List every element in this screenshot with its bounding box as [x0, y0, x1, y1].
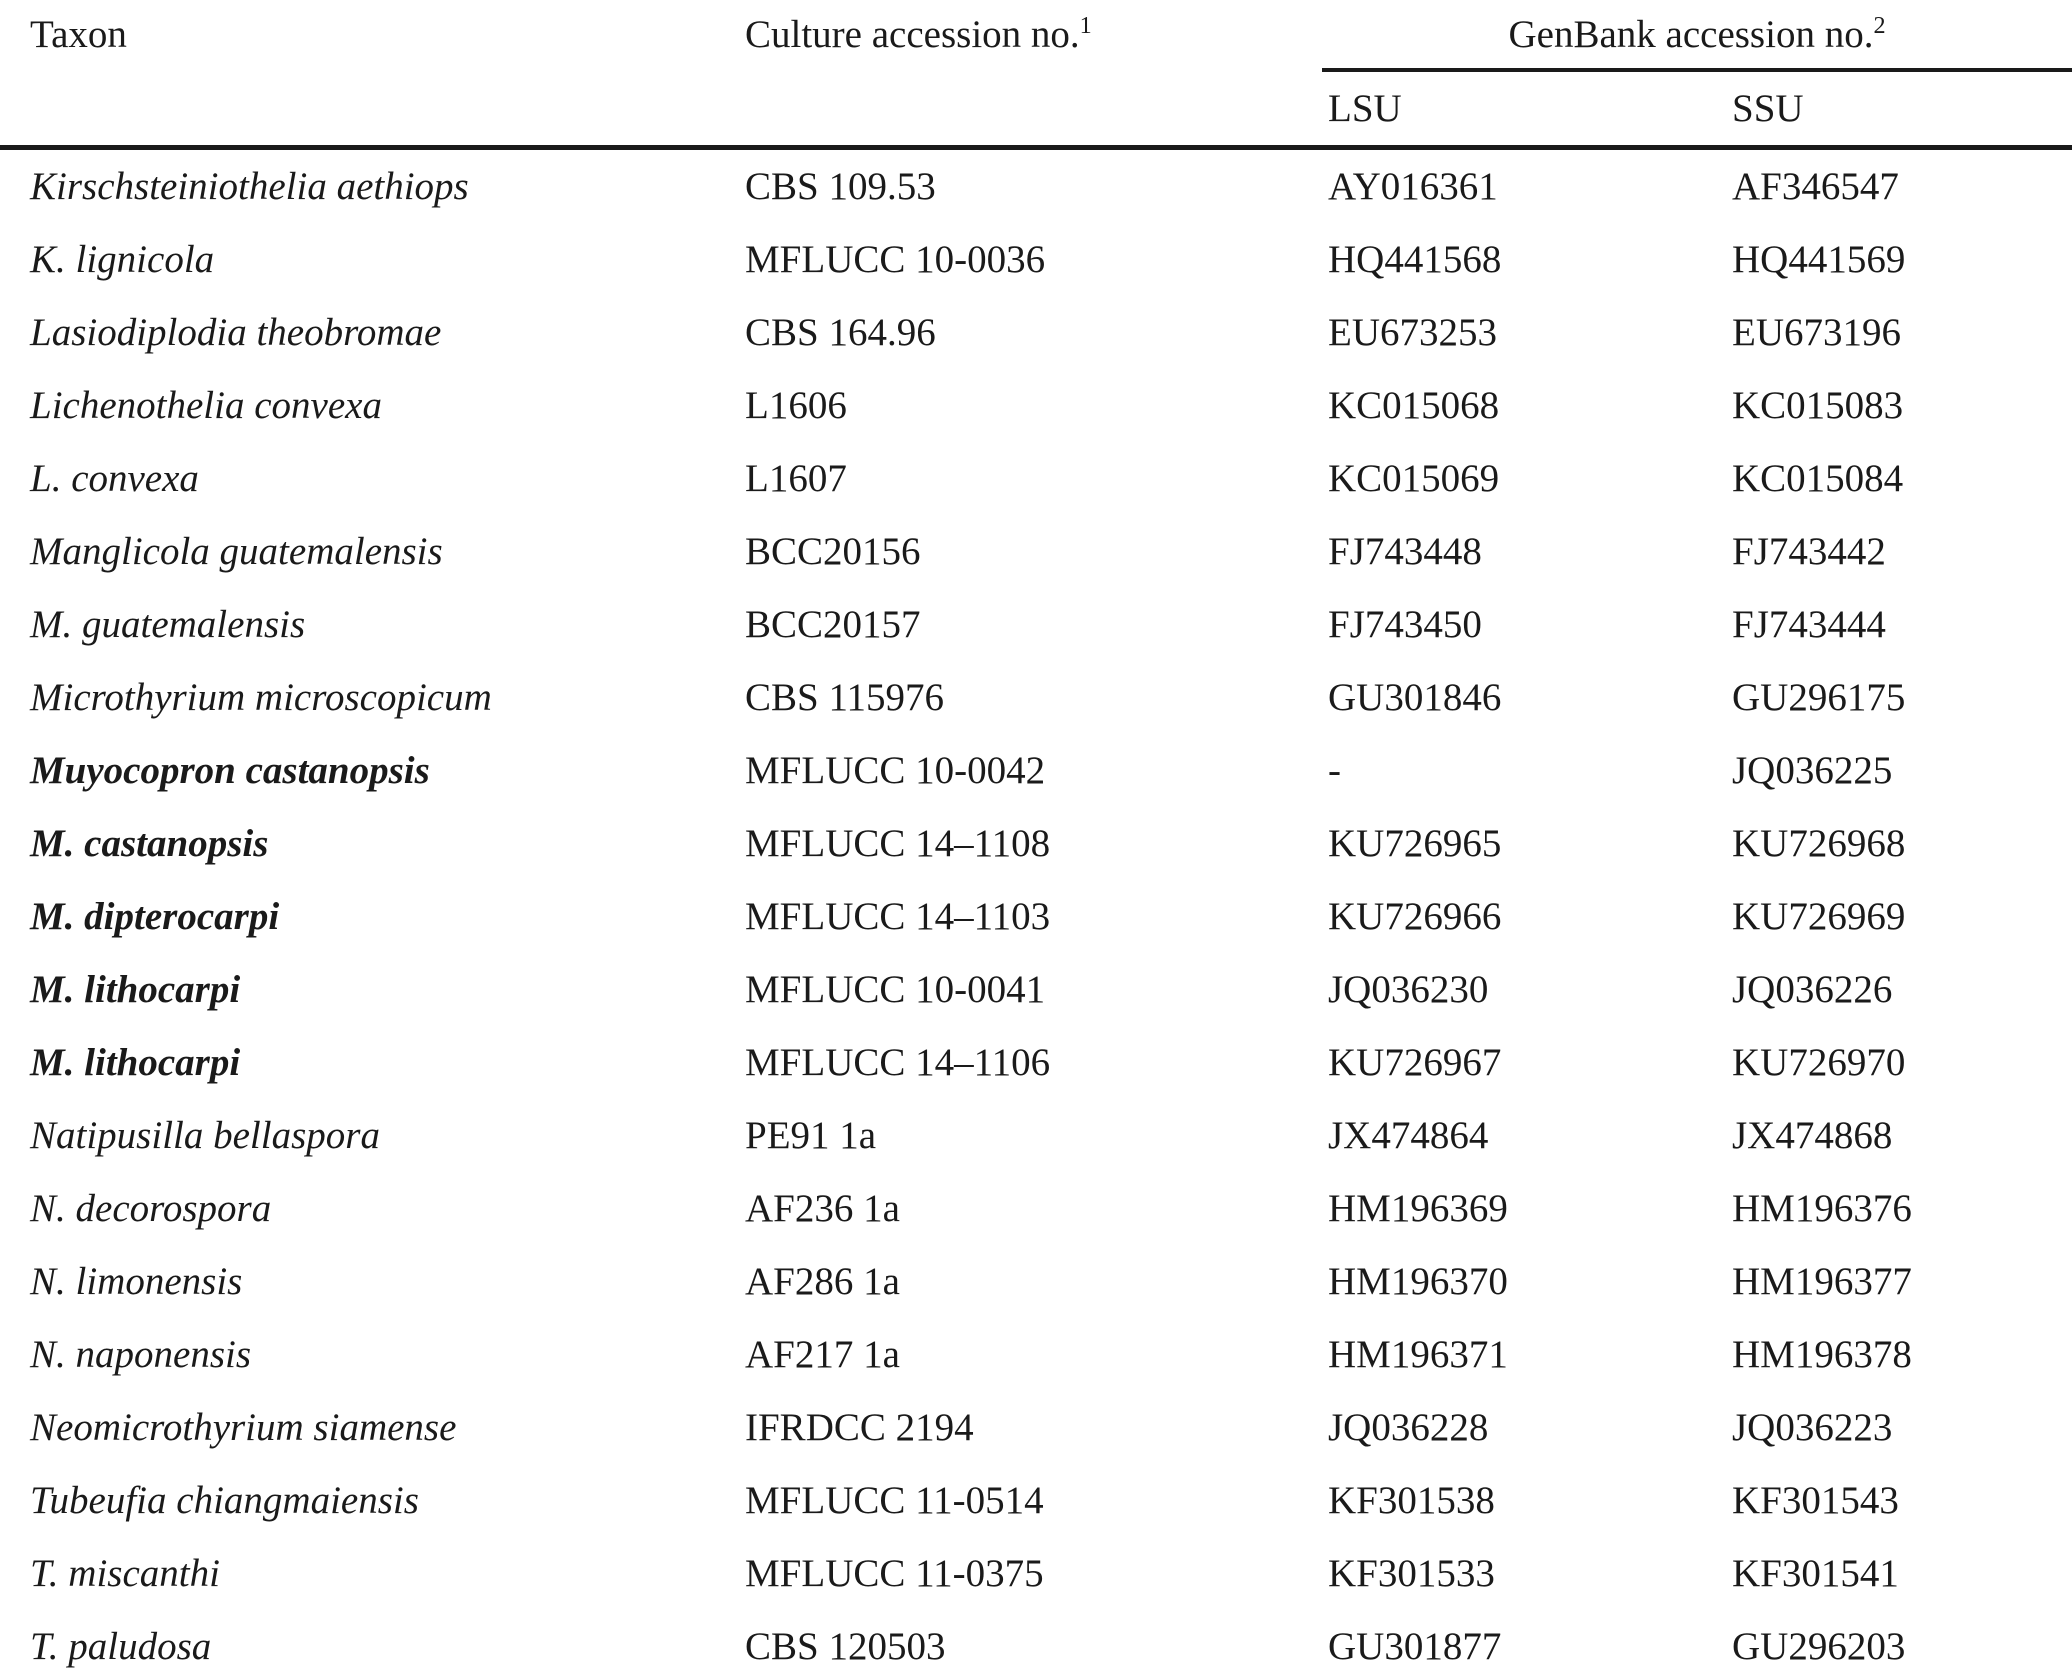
ssu-accession-cell: KU726968 — [1732, 822, 1906, 865]
lsu-accession-cell: EU673253 — [1328, 311, 1497, 354]
table-row — [0, 1537, 2072, 1610]
ssu-accession-cell: HM196377 — [1732, 1260, 1912, 1303]
culture-accession-cell: MFLUCC 14–1103 — [745, 895, 1051, 938]
culture-accession-cell: MFLUCC 10-0042 — [745, 749, 1046, 792]
taxon-cell: Manglicola guatemalensis — [30, 530, 443, 573]
column-header-taxon — [0, 0, 745, 148]
table-row — [0, 148, 2072, 224]
ssu-header-label: SSU — [1732, 87, 1804, 130]
culture-accession-cell: CBS 164.96 — [745, 311, 936, 354]
lsu-accession-cell: HM196369 — [1328, 1187, 1508, 1230]
ssu-accession-cell: JQ036225 — [1732, 749, 1893, 792]
culture-header-label: Culture accession no. — [745, 13, 1080, 56]
taxon-cell: L. convexa — [30, 457, 199, 500]
table-body — [0, 148, 2072, 1677]
ssu-accession-cell: KC015083 — [1732, 384, 1904, 427]
taxon-cell: Kirschsteiniothelia aethiops — [30, 165, 469, 208]
taxon-cell: T. paludosa — [30, 1625, 212, 1668]
lsu-accession-cell: KC015069 — [1328, 457, 1500, 500]
ssu-accession-cell: KF301543 — [1732, 1479, 1899, 1522]
column-header-culture — [745, 0, 1322, 148]
ssu-accession-cell: KU726970 — [1732, 1041, 1906, 1084]
table-row — [0, 807, 2072, 880]
culture-accession-cell: AF236 1a — [745, 1187, 900, 1230]
taxon-cell: N. naponensis — [30, 1333, 252, 1376]
culture-accession-cell: MFLUCC 11-0375 — [745, 1552, 1044, 1595]
table-row — [0, 1026, 2072, 1099]
ssu-accession-cell: HM196376 — [1732, 1187, 1912, 1230]
table-row — [0, 734, 2072, 807]
culture-accession-cell: PE91 1a — [745, 1114, 877, 1157]
column-header-ssu — [1726, 70, 2072, 148]
lsu-accession-cell: FJ743448 — [1328, 530, 1482, 573]
lsu-accession-cell: JQ036228 — [1328, 1406, 1489, 1449]
culture-accession-cell: MFLUCC 10-0036 — [745, 238, 1046, 281]
ssu-accession-cell: FJ743442 — [1732, 530, 1886, 573]
lsu-accession-cell: AY016361 — [1328, 165, 1498, 208]
culture-accession-cell: MFLUCC 14–1108 — [745, 822, 1051, 865]
taxon-cell: T. miscanthi — [30, 1552, 220, 1595]
lsu-accession-cell: KU726967 — [1328, 1041, 1502, 1084]
header-row-top — [0, 0, 2072, 70]
culture-accession-cell: BCC20156 — [745, 530, 921, 573]
culture-accession-cell: L1606 — [745, 384, 847, 427]
culture-accession-cell: L1607 — [745, 457, 847, 500]
taxon-cell: Natipusilla bellaspora — [30, 1114, 380, 1157]
lsu-accession-cell: KU726965 — [1328, 822, 1502, 865]
table-row — [0, 661, 2072, 734]
taxon-header-label: Taxon — [30, 13, 127, 56]
table-row — [0, 953, 2072, 1026]
genbank-footnote-marker: 2 — [1873, 11, 1886, 39]
ssu-accession-cell: HQ441569 — [1732, 238, 1906, 281]
column-header-lsu — [1322, 70, 1726, 148]
ssu-accession-cell: EU673196 — [1732, 311, 1901, 354]
taxon-cell: Tubeufia chiangmaiensis — [30, 1479, 419, 1522]
table-row — [0, 1391, 2072, 1464]
culture-footnote-marker: 1 — [1079, 12, 1092, 39]
lsu-accession-cell: HQ441568 — [1328, 238, 1502, 281]
ssu-accession-cell: KC015084 — [1732, 457, 1904, 500]
culture-accession-cell: AF286 1a — [745, 1260, 900, 1303]
lsu-accession-cell: HM196371 — [1328, 1333, 1508, 1376]
ssu-accession-cell: HM196378 — [1732, 1333, 1912, 1376]
taxon-cell: M. castanopsis — [30, 822, 269, 865]
table-row — [0, 1099, 2072, 1172]
table-row — [0, 442, 2072, 515]
taxon-cell: N. limonensis — [30, 1260, 243, 1303]
culture-accession-cell: MFLUCC 11-0514 — [745, 1479, 1044, 1522]
lsu-accession-cell: FJ743450 — [1328, 603, 1482, 646]
ssu-accession-cell: KF301541 — [1732, 1552, 1899, 1595]
lsu-accession-cell: KU726966 — [1328, 895, 1502, 938]
table-row — [0, 1172, 2072, 1245]
taxon-cell: M. guatemalensis — [30, 603, 306, 646]
taxon-cell: M. lithocarpi — [30, 968, 241, 1011]
ssu-accession-cell: KU726969 — [1732, 895, 1906, 938]
culture-accession-cell: IFRDCC 2194 — [745, 1406, 974, 1449]
table-row — [0, 1610, 2072, 1677]
lsu-accession-cell: JX474864 — [1328, 1114, 1489, 1157]
lsu-accession-cell: HM196370 — [1328, 1260, 1508, 1303]
culture-accession-cell: MFLUCC 10-0041 — [745, 968, 1046, 1011]
table-row — [0, 588, 2072, 661]
ssu-accession-cell: FJ743444 — [1732, 603, 1886, 646]
lsu-accession-cell: KF301538 — [1328, 1479, 1495, 1522]
lsu-accession-cell: JQ036230 — [1328, 968, 1489, 1011]
taxon-cell: K. lignicola — [30, 238, 215, 281]
culture-accession-cell: MFLUCC 14–1106 — [745, 1041, 1051, 1084]
table-row — [0, 223, 2072, 296]
table-row — [0, 1245, 2072, 1318]
ssu-accession-cell: JQ036226 — [1732, 968, 1893, 1011]
culture-accession-cell: CBS 115976 — [745, 676, 945, 719]
ssu-accession-cell: AF346547 — [1732, 165, 1899, 208]
lsu-accession-cell: GU301846 — [1328, 676, 1502, 719]
taxon-cell: M. dipterocarpi — [30, 895, 280, 938]
lsu-accession-cell: - — [1328, 749, 1341, 792]
taxon-cell: Muyocopron castanopsis — [30, 749, 430, 792]
genbank-header-label: GenBank accession no. — [1508, 12, 1874, 56]
ssu-accession-cell: JQ036223 — [1732, 1406, 1893, 1449]
ssu-accession-cell: GU296203 — [1732, 1625, 1906, 1668]
table-row — [0, 1318, 2072, 1391]
table-row — [0, 1464, 2072, 1537]
lsu-accession-cell: KF301533 — [1328, 1552, 1495, 1595]
table-row — [0, 369, 2072, 442]
lsu-accession-cell: KC015068 — [1328, 384, 1500, 427]
lsu-accession-cell: GU301877 — [1328, 1625, 1502, 1668]
column-header-genbank — [1322, 0, 2072, 70]
culture-accession-cell: CBS 109.53 — [745, 165, 936, 208]
ssu-accession-cell: GU296175 — [1732, 676, 1906, 719]
taxon-cell: N. decorospora — [30, 1187, 272, 1230]
taxon-cell: Neomicrothyrium siamense — [30, 1406, 457, 1449]
taxon-cell: Lasiodiplodia theobromae — [30, 311, 442, 354]
taxon-cell: Microthyrium microscopicum — [30, 676, 492, 719]
table-row — [0, 515, 2072, 588]
culture-accession-cell: CBS 120503 — [745, 1625, 946, 1668]
taxon-cell: Lichenothelia convexa — [30, 384, 382, 427]
ssu-accession-cell: JX474868 — [1732, 1114, 1893, 1157]
table-header — [0, 0, 2072, 148]
table-row — [0, 296, 2072, 369]
lsu-header-label: LSU — [1328, 87, 1402, 130]
table-row — [0, 880, 2072, 953]
culture-accession-cell: BCC20157 — [745, 603, 921, 646]
culture-accession-cell: AF217 1a — [745, 1333, 900, 1376]
taxon-cell: M. lithocarpi — [30, 1041, 241, 1084]
